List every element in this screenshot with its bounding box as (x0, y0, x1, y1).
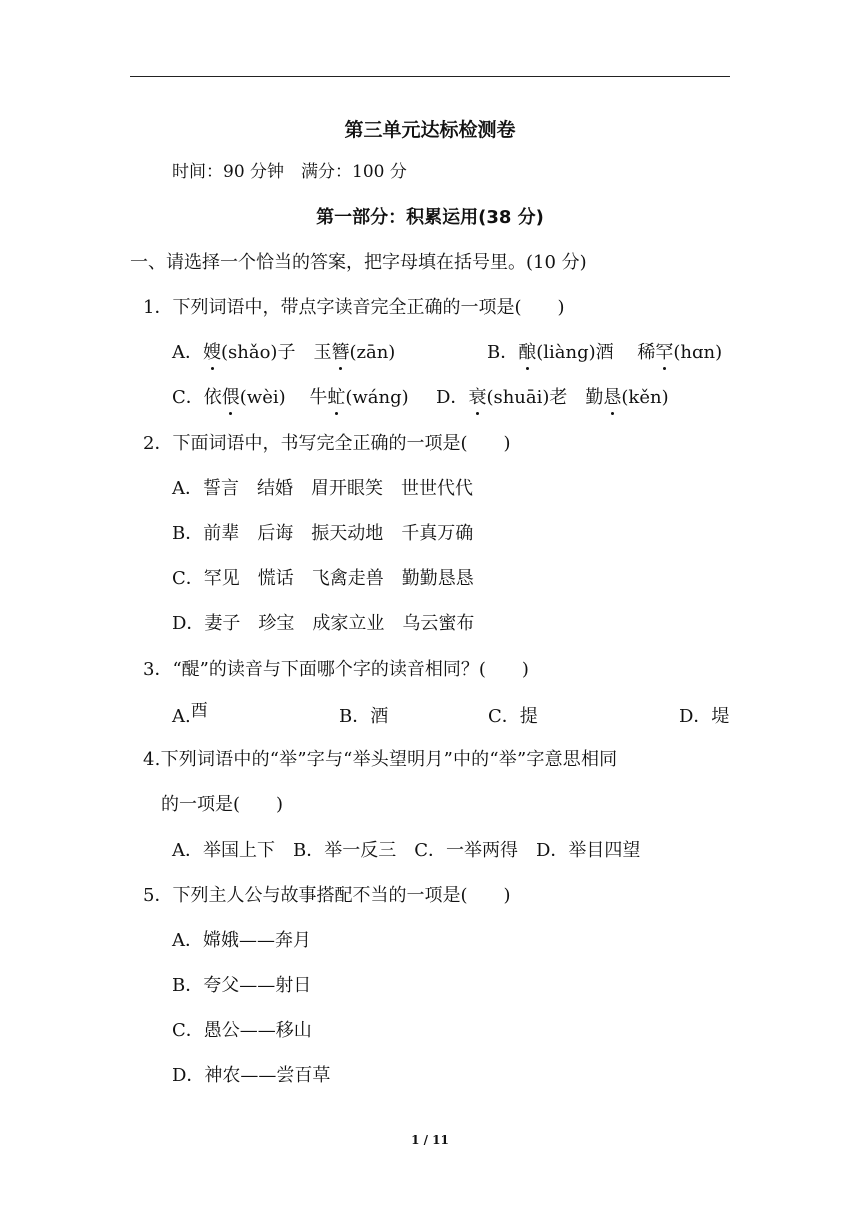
question-2-option-d: D．妻子 珍宝 成家立业 乌云蜜布 (172, 613, 475, 634)
header-rule (130, 76, 730, 77)
question-3-option-a: A.酉 (172, 701, 208, 727)
question-5-option-b: B．夸父——射日 (172, 975, 312, 996)
page-title: 第三单元达标检测卷 (344, 119, 516, 141)
question-5-option-c: C．愚公——移山 (172, 1020, 312, 1041)
section-heading: 一、请选择一个恰当的答案，把字母填在括号里。(10 分) (130, 252, 587, 273)
question-4-stem: 4.下列词语中的“举”字与“举头望明月”中的“举”字意思相同 (143, 749, 618, 770)
question-4-stem-continued: 的一项是( ) (161, 794, 284, 815)
question-3-option-d: D．堤 (679, 706, 730, 727)
question-1-option-c: C．依偎(wèi) 牛虻(wáng) (172, 387, 409, 408)
question-2-option-a: A．誓言 结婚 眉开眼笑 世世代代 (172, 478, 473, 499)
question-4-options: A．举国上下 B．举一反三 C．一举两得 D．举目四望 (172, 840, 641, 861)
exam-meta: 时间：90 分钟 满分：100 分 (172, 162, 407, 182)
question-3-stem: 3．“醍”的读音与下面哪个字的读音相同？( ) (143, 659, 529, 680)
question-5-option-a: A．嫦娥——奔月 (172, 930, 311, 951)
question-3-option-c: C．提 (488, 706, 538, 727)
page-number: 1 / 11 (411, 1133, 449, 1147)
question-2-stem: 2．下面词语中，书写完全正确的一项是( ) (143, 433, 511, 454)
question-1-stem: 1．下列词语中，带点字读音完全正确的一项是( ) (143, 297, 565, 318)
question-5-option-d: D．神农——尝百草 (172, 1065, 331, 1086)
question-3-option-b: B．酒 (339, 706, 389, 727)
question-2-option-c: C．罕见 慌话 飞禽走兽 勤勤恳恳 (172, 568, 474, 589)
question-1-option-d: D．衰(shuāi)老 勤恳(kěn) (436, 387, 669, 408)
question-2-option-b: B．前辈 后诲 振天动地 千真万确 (172, 523, 474, 544)
part-heading: 第一部分：积累运用(38 分) (316, 207, 544, 228)
question-5-stem: 5．下列主人公与故事搭配不当的一项是( ) (143, 885, 511, 906)
question-1-option-b: B．酿(liàng)酒 稀罕(hɑn) (487, 342, 723, 363)
question-1-option-a: A．嫂(shǎo)子 玉簪(zān) (172, 342, 396, 363)
